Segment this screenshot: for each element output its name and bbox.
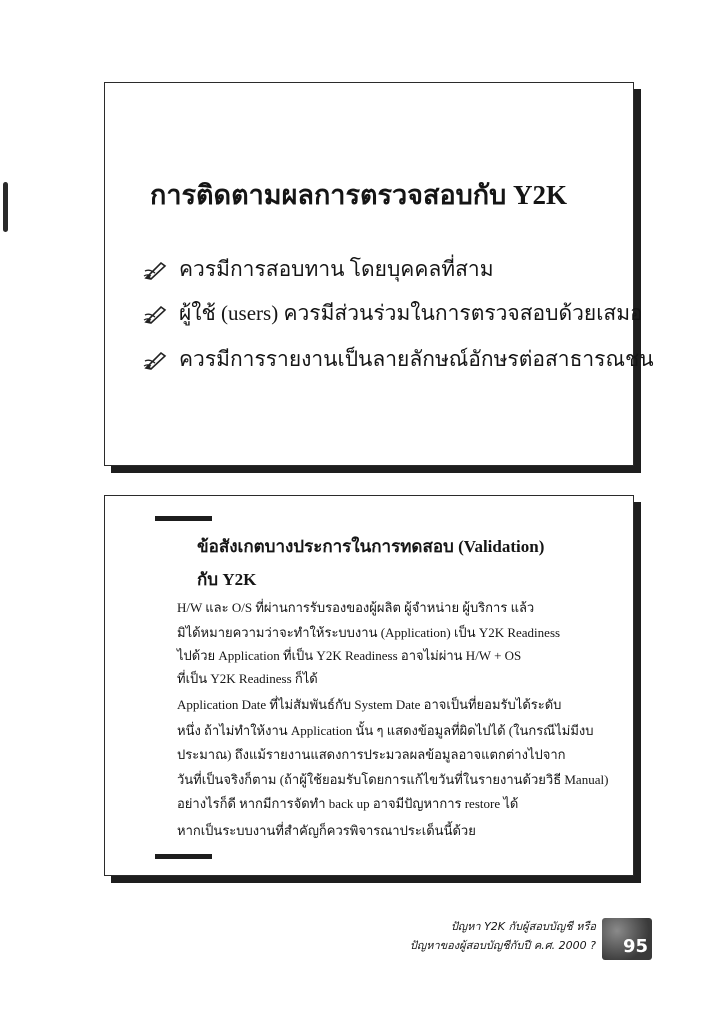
writing-hand-icon (143, 349, 169, 371)
binding-mark (3, 182, 8, 232)
bullet-text: ควรมีการสอบทาน โดยบุคคลที่สาม (179, 257, 494, 281)
slide-validation-notes (104, 495, 634, 876)
decorative-bar (155, 854, 212, 859)
bullet-text: ผู้ใช้ (users) ควรมีส่วนร่วมในการตรวจสอบด้วยเสมอ (179, 301, 643, 325)
bullet-item (143, 297, 643, 330)
body-line: มิได้หมายความว่าจะทำให้ระบบงาน (Application) เป็น Y2K Readiness (177, 625, 561, 640)
footer-line2: ปัญหาของผู้สอบบัญชีกับปี ค.ศ. 2000 ? (409, 939, 596, 952)
page-footer (410, 917, 596, 955)
body-line: ประมาณ) ถึงแม้รายงานแสดงการประมวลผลข้อมูลอาจแตกต่างไปจาก (177, 747, 566, 762)
bullet-text: ควรมีการรายงานเป็นลายลักษณ์อักษรต่อสาธารณชน (179, 347, 654, 371)
slide2-title-line1: ข้อสังเกตบางประการในการทดสอบ (Validation) (197, 537, 545, 556)
slide1-title: การติดตามผลการตรวจสอบกับ Y2K (150, 180, 568, 210)
body-line: ที่เป็น Y2K Readiness ก็ได้ (177, 671, 318, 686)
body-line: H/W และ O/S ที่ผ่านการรับรองของผู้ผลิต ผู้จำหน่าย ผู้บริการ แล้ว (177, 600, 535, 615)
body-line: ไปด้วย Application ที่เป็น Y2K Readiness อาจไม่ผ่าน H/W + OS (177, 648, 522, 663)
body-line: Application Date ที่ไม่สัมพันธ์กับ System Date อาจเป็นที่ยอมรับได้ระดับ (177, 697, 562, 712)
bullet-item (143, 343, 654, 376)
body-line: วันที่เป็นจริงก็ตาม (ถ้าผู้ใช้ยอมรับโดยการแก้ไขวันที่ในรายงานด้วยวิธี Manual) (177, 772, 609, 787)
page-number-badge (602, 918, 652, 960)
bullet-item (143, 253, 494, 286)
writing-hand-icon (143, 303, 169, 325)
body-line: หนึ่ง ถ้าไม่ทำให้งาน Application นั้น ๆ แสดงข้อมูลที่ผิดไปได้ (ในกรณีไม่มีงบ (177, 723, 594, 738)
page-number: 95 (622, 936, 648, 957)
body-line: หากเป็นระบบงานที่สำคัญก็ควรพิจารณาประเด็นนี้ด้วย (177, 823, 476, 838)
slide-y2k-monitoring (104, 82, 654, 466)
decorative-bar (155, 516, 212, 521)
footer-line1: ปัญหา Y2K กับผู้สอบบัญชี หรือ (450, 920, 596, 933)
slide2-title-line2: กับ Y2K (197, 570, 257, 589)
body-line: อย่างไรก็ดี หากมีการจัดทำ back up อาจมีปัญหาการ restore ได้ (177, 796, 519, 811)
writing-hand-icon (143, 259, 169, 281)
